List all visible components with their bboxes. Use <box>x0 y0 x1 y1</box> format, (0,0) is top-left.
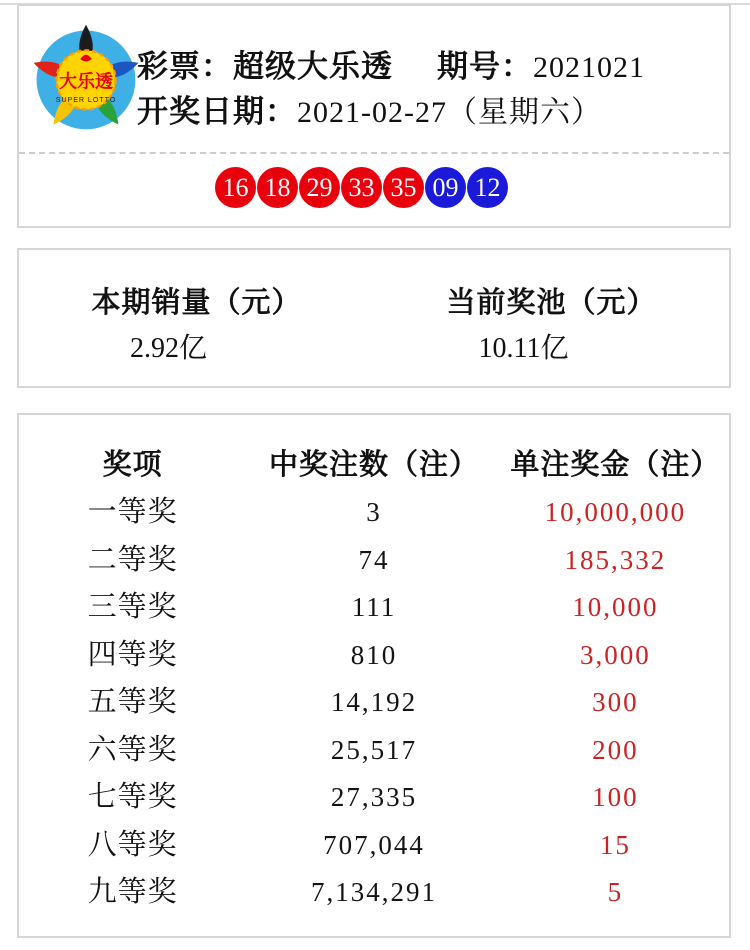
lottery-ball-back: 12 <box>467 167 508 208</box>
prize-level: 五等奖 <box>87 686 178 718</box>
draw-info-panel <box>17 4 731 228</box>
prize-level: 八等奖 <box>87 828 178 861</box>
lottery-ball-back: 09 <box>425 167 466 208</box>
winner-count: 7,134,291 <box>310 877 437 907</box>
prize-table-header <box>19 441 729 489</box>
prize-level: 三等奖 <box>87 591 178 623</box>
prize-level: 四等奖 <box>87 638 178 671</box>
super-lotto-logo-icon <box>29 21 143 135</box>
prize-level: 二等奖 <box>87 543 178 576</box>
table-row <box>19 774 729 822</box>
prize-amount: 185,332 <box>564 544 667 575</box>
prize-amount: 200 <box>592 734 639 765</box>
draw-title-line <box>137 44 645 89</box>
sales-stat <box>19 280 374 386</box>
sales-label: 本期销量（元） <box>91 287 302 319</box>
lottery-ball-front: 33 <box>341 167 382 208</box>
winner-count: 74 <box>358 544 390 575</box>
table-row <box>19 679 729 727</box>
winner-count: 707,044 <box>323 829 425 860</box>
prize-level: 一等奖 <box>87 496 178 528</box>
winner-count: 25,517 <box>330 734 418 765</box>
prize-level: 七等奖 <box>87 781 178 813</box>
draw-date-value: 2021-02-27（星期六） <box>297 96 602 129</box>
draw-date-label: 开奖日期： <box>137 94 297 129</box>
issue-label: 期号： <box>437 49 533 84</box>
dashed-divider <box>19 152 729 154</box>
prize-amount: 15 <box>599 829 631 860</box>
col-header-prize: 单注奖金（注） <box>510 449 721 481</box>
winner-count: 14,192 <box>330 687 418 717</box>
table-row <box>19 489 729 537</box>
prize-table-body <box>19 489 729 917</box>
stats-panel <box>17 248 731 388</box>
winner-count: 27,335 <box>330 782 418 812</box>
lottery-name-label: 彩票：超级大乐透 <box>137 49 393 84</box>
prize-amount: 10,000 <box>572 592 659 622</box>
pool-label: 当前奖池（元） <box>446 287 657 319</box>
lottery-ball-front: 29 <box>299 167 340 208</box>
logo-name-text: 大乐透 <box>58 71 114 92</box>
table-row <box>19 869 729 917</box>
logo-subtitle-text: SUPER LOTTO <box>55 95 117 104</box>
prize-table-panel <box>17 413 731 938</box>
lottery-ball-front: 18 <box>257 167 298 208</box>
table-row <box>19 584 729 632</box>
draw-text-block <box>137 44 645 134</box>
prize-amount: 3,000 <box>580 639 651 670</box>
draw-date-line <box>137 89 645 134</box>
table-row <box>19 822 729 870</box>
prize-level: 九等奖 <box>87 876 178 908</box>
table-row <box>19 537 729 585</box>
winner-count: 3 <box>366 497 382 527</box>
pool-stat <box>374 280 729 386</box>
table-row <box>19 727 729 775</box>
table-row <box>19 632 729 680</box>
winner-count: 111 <box>351 592 397 622</box>
winning-numbers-row <box>215 167 508 208</box>
lottery-ball-front: 35 <box>383 167 424 208</box>
prize-level: 六等奖 <box>87 733 178 766</box>
col-header-count: 中奖注数（注） <box>268 449 479 481</box>
sales-value: 2.92亿 <box>129 333 207 364</box>
pool-value: 10.11亿 <box>478 333 569 364</box>
prize-amount: 300 <box>592 687 639 717</box>
prize-amount: 5 <box>607 877 624 907</box>
prize-amount: 100 <box>592 782 639 812</box>
prize-amount: 10,000,000 <box>544 497 687 527</box>
issue-number: 2021021 <box>533 51 645 84</box>
winner-count: 810 <box>350 639 398 670</box>
lottery-ball-front: 16 <box>215 167 256 208</box>
col-header-level: 奖项 <box>102 449 163 481</box>
